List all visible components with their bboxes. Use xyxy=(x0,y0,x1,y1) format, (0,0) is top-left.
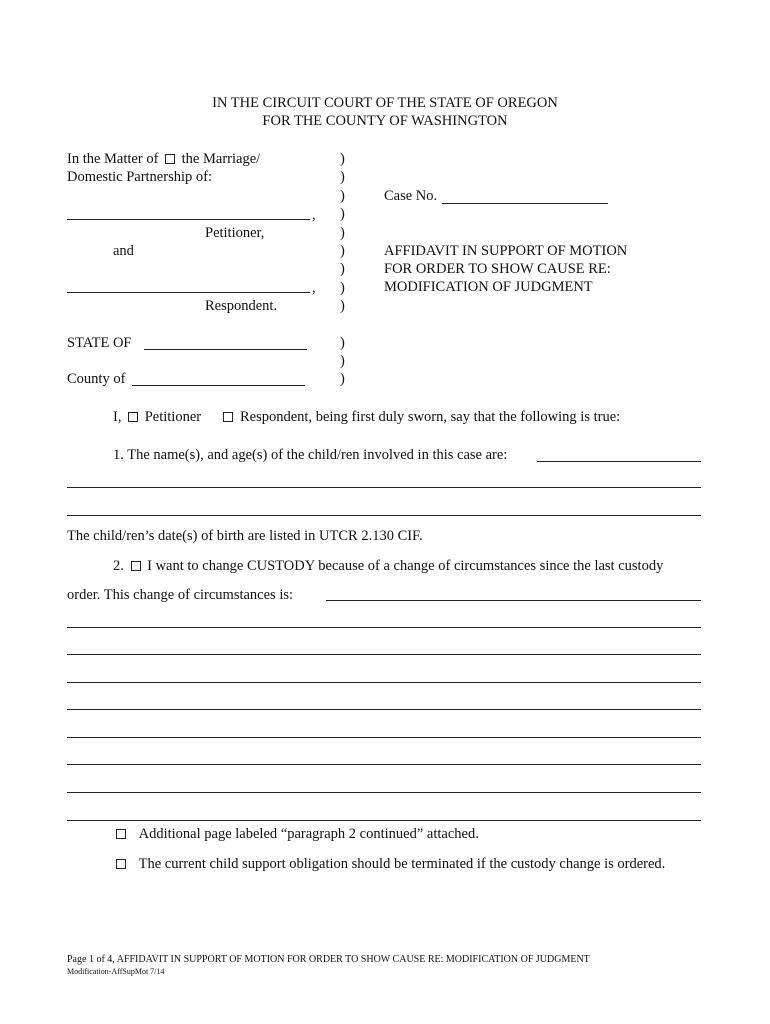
circumstances-field[interactable] xyxy=(326,600,701,601)
caption-paren: ) xyxy=(340,280,345,296)
petitioner-label: Petitioner, xyxy=(205,225,265,241)
case-no-label: Case No. xyxy=(384,188,438,204)
venue-paren: ) xyxy=(340,353,345,369)
item2-line xyxy=(113,557,663,575)
child-support-checkbox[interactable] xyxy=(116,859,126,869)
circumstances-line[interactable] xyxy=(67,792,701,793)
state-label: STATE OF xyxy=(67,335,132,351)
circumstances-line[interactable] xyxy=(67,820,701,821)
title-line3: MODIFICATION OF JUDGMENT xyxy=(384,279,593,295)
circumstances-line[interactable] xyxy=(67,627,701,628)
item2-number: 2. xyxy=(113,558,124,574)
footer-form-id: Modification-AffSupMot 7/14 xyxy=(67,967,165,976)
circumstances-line[interactable] xyxy=(67,709,701,710)
oath-line xyxy=(113,408,620,426)
children-names-field[interactable] xyxy=(537,461,701,462)
venue-paren: ) xyxy=(340,371,345,387)
additional-page-text: Additional page labeled “paragraph 2 continued” attached. xyxy=(138,826,479,842)
matter-line xyxy=(67,150,260,168)
child-support-option xyxy=(113,855,665,873)
item2-text: I want to change CUSTODY because of a change of circumstances since the last custody xyxy=(147,558,664,574)
document-title xyxy=(384,242,627,296)
caption-paren: ) xyxy=(340,261,345,277)
circumstances-line[interactable] xyxy=(67,764,701,765)
circumstances-line[interactable] xyxy=(67,682,701,683)
venue-paren: ) xyxy=(340,335,345,351)
court-heading-line2: FOR THE COUNTY OF WASHINGTON xyxy=(262,113,508,129)
children-line[interactable] xyxy=(67,515,701,516)
caption-paren: ) xyxy=(340,188,345,204)
respondent-label: Respondent. xyxy=(205,298,278,314)
oath-petitioner: Petitioner xyxy=(144,409,202,425)
circumstances-line[interactable] xyxy=(67,737,701,738)
and-label: and xyxy=(113,243,134,259)
county-label: County of xyxy=(67,371,126,387)
oath-respondent-text: Respondent, being first duly sworn, say that the following is true: xyxy=(239,409,621,425)
item1-text: 1. The name(s), and age(s) of the child/ren involved in this case are: xyxy=(113,447,508,463)
court-heading xyxy=(0,94,770,130)
county-field[interactable] xyxy=(132,385,305,386)
footer-page-line: Page 1 of 4, AFFIDAVIT IN SUPPORT OF MOTION FOR ORDER TO SHOW CAUSE RE: MODIFICATION OF JUDGMENT xyxy=(67,954,590,965)
caption-paren: ) xyxy=(340,206,345,222)
court-heading-line1: IN THE CIRCUIT COURT OF THE STATE OF OREGON xyxy=(212,95,558,111)
petitioner-checkbox[interactable] xyxy=(128,412,138,422)
case-no-row xyxy=(384,187,437,205)
respondent-comma: , xyxy=(312,280,316,296)
children-line[interactable] xyxy=(67,487,701,488)
child-support-text: The current child support obligation should be terminated if the custody change is ordered. xyxy=(138,856,666,872)
marriage-checkbox[interactable] xyxy=(165,154,175,164)
circumstances-line[interactable] xyxy=(67,654,701,655)
additional-page-checkbox[interactable] xyxy=(116,829,126,839)
caption-paren: ) xyxy=(340,298,345,314)
additional-page-option xyxy=(113,825,479,843)
matter-suffix: the Marriage/ xyxy=(181,151,261,167)
matter-prefix: In the Matter of xyxy=(67,151,159,167)
respondent-checkbox[interactable] xyxy=(223,412,233,422)
matter-line2: Domestic Partnership of: xyxy=(67,169,212,185)
caption-paren: ) xyxy=(340,169,345,185)
petitioner-comma: , xyxy=(312,207,316,223)
title-line1: AFFIDAVIT IN SUPPORT OF MOTION xyxy=(384,243,628,259)
caption-paren: ) xyxy=(340,225,345,241)
caption-paren: ) xyxy=(340,243,345,259)
state-field[interactable] xyxy=(144,349,307,350)
respondent-name-field[interactable] xyxy=(67,292,310,293)
caption-paren: ) xyxy=(340,151,345,167)
item2-cont: order. This change of circumstances is: xyxy=(67,587,294,603)
title-line2: FOR ORDER TO SHOW CAUSE RE: xyxy=(384,261,611,277)
birth-note: The child/ren’s date(s) of birth are listed in UTCR 2.130 CIF. xyxy=(67,528,423,544)
case-no-field[interactable] xyxy=(442,203,608,204)
custody-checkbox[interactable] xyxy=(131,561,141,571)
oath-i: I, xyxy=(113,409,122,425)
petitioner-name-field[interactable] xyxy=(67,219,310,220)
